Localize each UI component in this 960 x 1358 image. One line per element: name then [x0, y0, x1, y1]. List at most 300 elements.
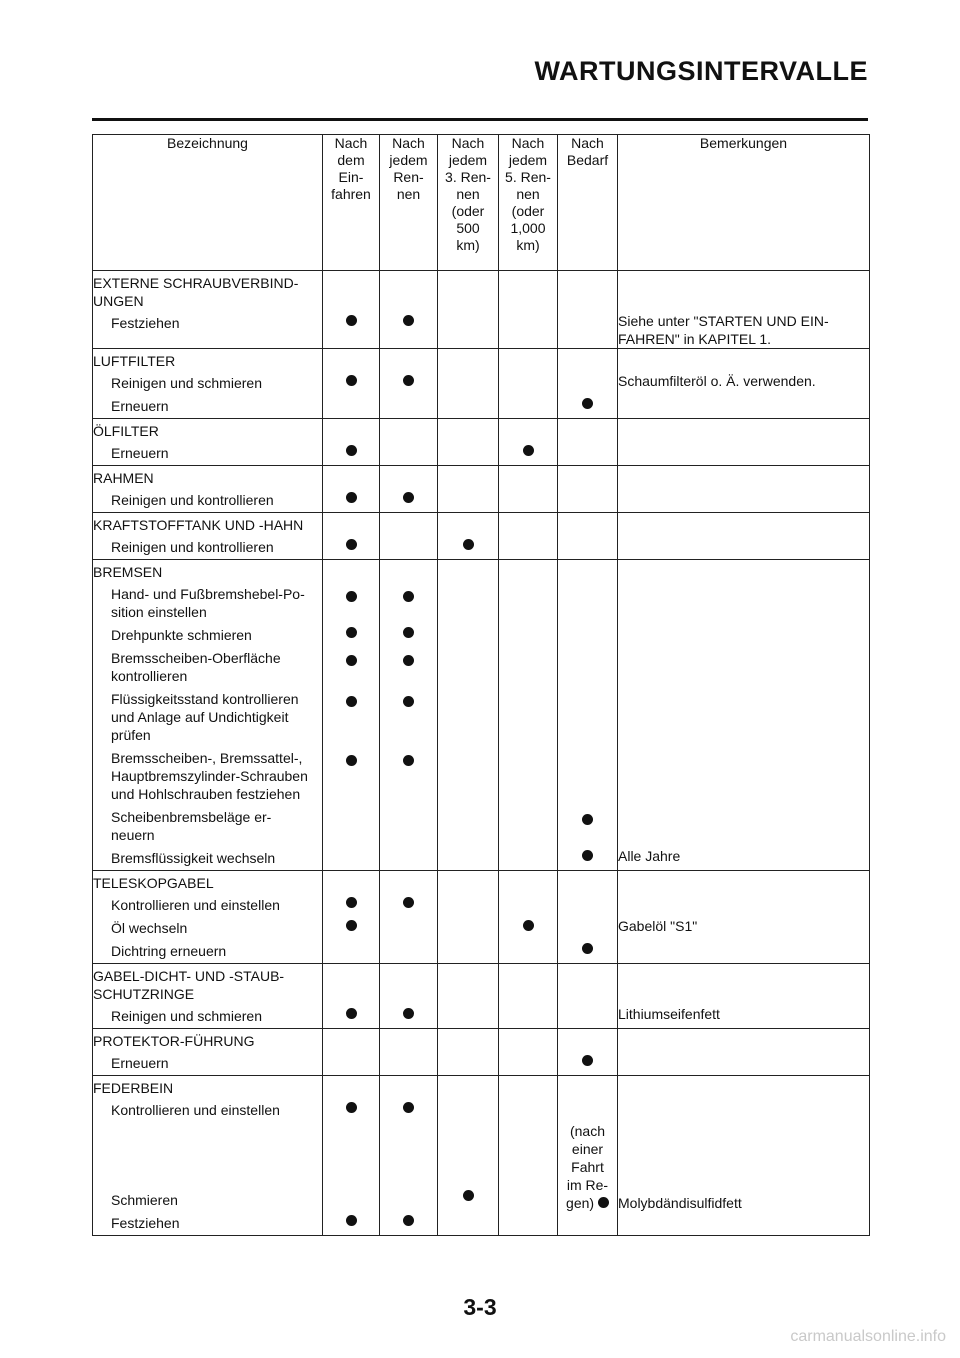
- interval-dot-icon: [523, 445, 534, 456]
- table-row: [93, 1005, 870, 1029]
- interval-cell: [558, 847, 618, 871]
- item-name: Drehpunkte schmieren: [93, 624, 323, 647]
- interval-cell: [499, 312, 558, 349]
- item-name: Bremsscheiben-Oberfläche kontrollieren: [93, 647, 323, 688]
- watermark: carmanualsonline.info: [790, 1328, 946, 1345]
- group-title: GABEL-DICHT- UND -STAUB- SCHUTZRINGE: [93, 964, 323, 1006]
- table-group: [93, 271, 870, 349]
- interval-dot-icon: [403, 1102, 414, 1113]
- interval-dot-icon: [346, 375, 357, 386]
- empty-cell: [618, 271, 870, 313]
- table-header-row: [93, 135, 870, 271]
- as-needed-note: (nach einer Fahrt im Re- gen): [566, 1123, 609, 1211]
- column-header-remarks: Bemerkungen: [618, 135, 870, 271]
- interval-cell: [558, 688, 618, 747]
- empty-cell: [558, 1029, 618, 1053]
- interval-cell: [323, 806, 380, 847]
- interval-dot-icon: [403, 897, 414, 908]
- item-remark: [618, 442, 870, 466]
- empty-cell: [499, 513, 558, 537]
- item-name: Festziehen: [93, 312, 323, 349]
- group-title-row: [93, 871, 870, 895]
- empty-cell: [438, 871, 499, 895]
- interval-cell: [499, 1122, 558, 1212]
- interval-dot-icon: [582, 814, 593, 825]
- interval-dot-icon: [403, 755, 414, 766]
- item-name: Erneuern: [93, 442, 323, 466]
- group-title: LUFTFILTER: [93, 349, 323, 373]
- item-name: Erneuern: [93, 1052, 323, 1076]
- empty-cell: [323, 1029, 380, 1053]
- table-row: [93, 940, 870, 964]
- interval-cell: [323, 442, 380, 466]
- item-remark: [618, 1099, 870, 1122]
- interval-cell: [558, 1212, 618, 1236]
- interval-cell: [499, 536, 558, 560]
- interval-cell: [558, 489, 618, 513]
- interval-cell: [558, 1099, 618, 1122]
- interval-cell: [499, 747, 558, 806]
- item-remark: Molybdändisulfidfett: [618, 1122, 870, 1212]
- table-row: [93, 747, 870, 806]
- interval-dot-icon: [346, 897, 357, 908]
- item-remark: Gabelöl "S1": [618, 917, 870, 940]
- group-title-row: [93, 964, 870, 1006]
- table-row: [93, 917, 870, 940]
- empty-cell: [380, 1076, 438, 1100]
- interval-cell: [323, 1122, 380, 1212]
- item-name: Flüssigkeitsstand kontrollieren und Anlage auf Undichtigkeit prüfen: [93, 688, 323, 747]
- empty-cell: [499, 1076, 558, 1100]
- interval-cell: [499, 1052, 558, 1076]
- interval-cell: [380, 583, 438, 624]
- item-remark: [618, 688, 870, 747]
- empty-cell: [323, 271, 380, 313]
- interval-dot-icon: [463, 539, 474, 550]
- interval-cell: [499, 372, 558, 395]
- interval-cell: [323, 583, 380, 624]
- interval-cell: [438, 536, 499, 560]
- interval-cell: [438, 442, 499, 466]
- interval-dot-icon: [582, 398, 593, 409]
- item-name: Schmieren: [93, 1122, 323, 1212]
- table-row: [93, 647, 870, 688]
- interval-cell: [323, 747, 380, 806]
- empty-cell: [438, 1076, 499, 1100]
- item-remark: [618, 894, 870, 917]
- item-remark: Alle Jahre: [618, 847, 870, 871]
- interval-dot-icon: [403, 315, 414, 326]
- interval-cell: [323, 1212, 380, 1236]
- interval-cell: [558, 1005, 618, 1029]
- empty-cell: [380, 466, 438, 490]
- column-header-every-race: Nach jedem Ren- nen: [380, 135, 438, 271]
- empty-cell: [499, 1029, 558, 1053]
- interval-cell: [438, 1122, 499, 1212]
- group-title-row: [93, 466, 870, 490]
- empty-cell: [558, 349, 618, 373]
- interval-cell: [558, 442, 618, 466]
- empty-cell: [323, 560, 380, 584]
- interval-cell: [323, 1005, 380, 1029]
- empty-cell: [380, 1029, 438, 1053]
- interval-cell: [558, 917, 618, 940]
- interval-cell: [438, 747, 499, 806]
- interval-dot-icon: [346, 591, 357, 602]
- interval-dot-icon: [403, 655, 414, 666]
- interval-dot-icon: [582, 850, 593, 861]
- interval-cell: [499, 688, 558, 747]
- interval-cell: [380, 917, 438, 940]
- interval-cell: [323, 536, 380, 560]
- empty-cell: [558, 964, 618, 1006]
- interval-dot-icon: [346, 627, 357, 638]
- interval-cell: [438, 847, 499, 871]
- item-name: Dichtring erneuern: [93, 940, 323, 964]
- interval-cell: [380, 806, 438, 847]
- empty-cell: [438, 466, 499, 490]
- interval-cell: [558, 372, 618, 395]
- group-title: FEDERBEIN: [93, 1076, 323, 1100]
- interval-cell: [499, 489, 558, 513]
- empty-cell: [499, 560, 558, 584]
- empty-cell: [438, 560, 499, 584]
- item-remark: Lithiumseifenfett: [618, 1005, 870, 1029]
- interval-dot-icon: [346, 492, 357, 503]
- table-row: [93, 1122, 870, 1212]
- group-title-row: [93, 349, 870, 373]
- interval-cell: [438, 647, 499, 688]
- table-row: [93, 688, 870, 747]
- column-header-every-3rd-race: Nach jedem 3. Ren- nen (oder 500 km): [438, 135, 499, 271]
- group-title: ÖLFILTER: [93, 419, 323, 443]
- empty-cell: [558, 271, 618, 313]
- group-title: KRAFTSTOFFTANK UND -HAHN: [93, 513, 323, 537]
- interval-cell: [380, 1052, 438, 1076]
- interval-cell: [438, 806, 499, 847]
- group-title: TELESKOPGABEL: [93, 871, 323, 895]
- interval-dot-icon: [403, 1008, 414, 1019]
- interval-cell: [323, 372, 380, 395]
- empty-cell: [499, 466, 558, 490]
- item-remark: [618, 1212, 870, 1236]
- interval-cell: [499, 917, 558, 940]
- empty-cell: [380, 964, 438, 1006]
- table-group: [93, 964, 870, 1029]
- item-remark: [618, 624, 870, 647]
- empty-cell: [323, 349, 380, 373]
- empty-cell: [438, 349, 499, 373]
- interval-cell: [380, 647, 438, 688]
- interval-dot-icon: [463, 1190, 474, 1201]
- table-group: [93, 560, 870, 871]
- interval-cell: [499, 847, 558, 871]
- group-title-row: [93, 1029, 870, 1053]
- empty-cell: [438, 513, 499, 537]
- empty-cell: [438, 271, 499, 313]
- table-row: [93, 536, 870, 560]
- empty-cell: [380, 419, 438, 443]
- interval-cell: [380, 1122, 438, 1212]
- empty-cell: [438, 1029, 499, 1053]
- interval-cell: [438, 1052, 499, 1076]
- empty-cell: [618, 466, 870, 490]
- interval-dot-icon: [403, 375, 414, 386]
- interval-cell: [499, 940, 558, 964]
- table-group: [93, 1076, 870, 1236]
- interval-cell: [558, 395, 618, 419]
- item-name: Reinigen und schmieren: [93, 372, 323, 395]
- interval-cell: [323, 1099, 380, 1122]
- interval-cell: [558, 894, 618, 917]
- group-title: RAHMEN: [93, 466, 323, 490]
- interval-cell: [558, 940, 618, 964]
- empty-cell: [323, 964, 380, 1006]
- interval-cell: [438, 583, 499, 624]
- empty-cell: [323, 466, 380, 490]
- table-row: [93, 847, 870, 871]
- table-row: [93, 806, 870, 847]
- table-row: [93, 624, 870, 647]
- item-remark: [618, 806, 870, 847]
- item-name: Reinigen und kontrollieren: [93, 489, 323, 513]
- item-name: Kontrollieren und einstellen: [93, 1099, 323, 1122]
- interval-cell: [323, 894, 380, 917]
- interval-cell: [380, 940, 438, 964]
- empty-cell: [438, 964, 499, 1006]
- table-row: [93, 1212, 870, 1236]
- empty-cell: [618, 871, 870, 895]
- interval-cell: [323, 312, 380, 349]
- empty-cell: [618, 349, 870, 373]
- column-header-as-needed: Nach Bedarf: [558, 135, 618, 271]
- interval-dot-icon: [346, 1008, 357, 1019]
- interval-dot-icon: [582, 1055, 593, 1066]
- interval-dot-icon: [582, 943, 593, 954]
- empty-cell: [618, 513, 870, 537]
- interval-cell: [380, 536, 438, 560]
- table-row: [93, 442, 870, 466]
- table-row: [93, 1099, 870, 1122]
- interval-cell: [323, 624, 380, 647]
- item-name: Festziehen: [93, 1212, 323, 1236]
- empty-cell: [323, 419, 380, 443]
- interval-dot-icon: [598, 1197, 609, 1208]
- interval-dot-icon: [346, 755, 357, 766]
- interval-cell: [323, 688, 380, 747]
- interval-dot-icon: [346, 696, 357, 707]
- interval-cell: [499, 1005, 558, 1029]
- item-remark: Schaumfilteröl o. Ä. verwenden.: [618, 372, 870, 395]
- item-remark: [618, 395, 870, 419]
- item-name: Hand- und Fußbremshebel-Po- sition einstellen: [93, 583, 323, 624]
- interval-cell: [558, 583, 618, 624]
- column-header-every-5th-race: Nach jedem 5. Ren- nen (oder 1,000 km): [499, 135, 558, 271]
- interval-cell: [499, 647, 558, 688]
- page-title: WARTUNGSINTERVALLE: [534, 56, 868, 86]
- interval-cell: [438, 940, 499, 964]
- item-remark: Siehe unter "STARTEN UND EIN- FAHREN" in KAPITEL 1.: [618, 312, 870, 349]
- interval-cell: [558, 806, 618, 847]
- empty-cell: [499, 871, 558, 895]
- interval-dot-icon: [346, 655, 357, 666]
- interval-cell: [499, 1212, 558, 1236]
- interval-cell: [499, 894, 558, 917]
- interval-cell: [499, 395, 558, 419]
- interval-cell: [323, 489, 380, 513]
- item-name: Bremsflüssigkeit wechseln: [93, 847, 323, 871]
- item-remark: [618, 747, 870, 806]
- table-row: [93, 489, 870, 513]
- table-row: [93, 372, 870, 395]
- item-name: Kontrollieren und einstellen: [93, 894, 323, 917]
- empty-cell: [380, 560, 438, 584]
- empty-cell: [558, 1076, 618, 1100]
- interval-cell: [323, 940, 380, 964]
- group-title: BREMSEN: [93, 560, 323, 584]
- interval-cell: [380, 1212, 438, 1236]
- interval-cell: [380, 847, 438, 871]
- interval-cell: [323, 847, 380, 871]
- interval-cell: [323, 1052, 380, 1076]
- item-remark: [618, 940, 870, 964]
- column-header-name: Bezeichnung: [93, 135, 323, 271]
- item-remark: [618, 1052, 870, 1076]
- empty-cell: [380, 513, 438, 537]
- empty-cell: [380, 271, 438, 313]
- empty-cell: [558, 871, 618, 895]
- item-name: Reinigen und schmieren: [93, 1005, 323, 1029]
- empty-cell: [499, 419, 558, 443]
- interval-cell: [499, 624, 558, 647]
- interval-cell: [558, 624, 618, 647]
- interval-cell: [380, 688, 438, 747]
- empty-cell: [323, 1076, 380, 1100]
- group-title-row: [93, 513, 870, 537]
- item-remark: [618, 647, 870, 688]
- interval-dot-icon: [403, 696, 414, 707]
- empty-cell: [380, 871, 438, 895]
- interval-dot-icon: [346, 315, 357, 326]
- group-title-row: [93, 419, 870, 443]
- interval-dot-icon: [346, 539, 357, 550]
- interval-cell: [438, 624, 499, 647]
- table-row: [93, 894, 870, 917]
- page-number: 3-3: [463, 1294, 497, 1320]
- empty-cell: [438, 419, 499, 443]
- empty-cell: [380, 349, 438, 373]
- interval-cell: [438, 489, 499, 513]
- interval-cell: [438, 312, 499, 349]
- interval-cell: [323, 395, 380, 419]
- interval-cell: [499, 1099, 558, 1122]
- empty-cell: [558, 466, 618, 490]
- interval-dot-icon: [346, 1102, 357, 1113]
- table-group: [93, 513, 870, 560]
- column-header-after-break-in: Nach dem Ein- fahren: [323, 135, 380, 271]
- item-name: Bremsscheiben-, Bremssattel-, Hauptbremszylinder-Schrauben und Hohlschrauben festziehen: [93, 747, 323, 806]
- item-name: Reinigen und kontrollieren: [93, 536, 323, 560]
- interval-dot-icon: [346, 1215, 357, 1226]
- interval-cell: [380, 372, 438, 395]
- interval-cell: [438, 1005, 499, 1029]
- group-title-row: [93, 271, 870, 313]
- interval-cell: [380, 442, 438, 466]
- interval-cell: [438, 1099, 499, 1122]
- table-row: [93, 312, 870, 349]
- interval-cell: [558, 312, 618, 349]
- interval-cell: [380, 395, 438, 419]
- empty-cell: [499, 349, 558, 373]
- interval-cell: [438, 372, 499, 395]
- empty-cell: [558, 419, 618, 443]
- table-group: [93, 466, 870, 513]
- maintenance-table: [92, 134, 870, 1236]
- interval-dot-icon: [403, 627, 414, 638]
- interval-dot-icon: [403, 591, 414, 602]
- empty-cell: [323, 513, 380, 537]
- interval-cell: [558, 536, 618, 560]
- interval-dot-icon: [403, 1215, 414, 1226]
- interval-cell: [438, 917, 499, 940]
- empty-cell: [618, 1076, 870, 1100]
- interval-dot-icon: [346, 920, 357, 931]
- interval-cell: [438, 395, 499, 419]
- interval-cell: [558, 647, 618, 688]
- title-rule: [92, 118, 868, 121]
- interval-cell: [438, 1212, 499, 1236]
- group-title: EXTERNE SCHRAUBVERBIND- UNGEN: [93, 271, 323, 313]
- table-group: [93, 419, 870, 466]
- empty-cell: [618, 964, 870, 1006]
- interval-cell: [380, 312, 438, 349]
- empty-cell: [618, 1029, 870, 1053]
- item-name: Erneuern: [93, 395, 323, 419]
- group-title-row: [93, 560, 870, 584]
- item-remark: [618, 489, 870, 513]
- group-title: PROTEKTOR-FÜHRUNG: [93, 1029, 323, 1053]
- interval-cell: [499, 442, 558, 466]
- interval-dot-icon: [523, 920, 534, 931]
- interval-cell: [323, 917, 380, 940]
- interval-cell: [558, 1052, 618, 1076]
- interval-cell: [438, 894, 499, 917]
- table-row: [93, 583, 870, 624]
- empty-cell: [618, 560, 870, 584]
- empty-cell: [558, 560, 618, 584]
- interval-cell: [380, 894, 438, 917]
- interval-cell: [380, 1099, 438, 1122]
- interval-cell: [380, 489, 438, 513]
- item-remark: [618, 536, 870, 560]
- item-name: Öl wechseln: [93, 917, 323, 940]
- interval-cell: [438, 688, 499, 747]
- interval-dot-icon: [403, 492, 414, 503]
- interval-cell: [558, 1122, 618, 1212]
- interval-cell: [499, 806, 558, 847]
- table-group: [93, 349, 870, 419]
- empty-cell: [499, 271, 558, 313]
- interval-cell: [380, 1005, 438, 1029]
- interval-cell: [558, 747, 618, 806]
- table-group: [93, 1029, 870, 1076]
- item-remark: [618, 583, 870, 624]
- interval-cell: [380, 624, 438, 647]
- empty-cell: [558, 513, 618, 537]
- interval-dot-icon: [346, 445, 357, 456]
- empty-cell: [618, 419, 870, 443]
- item-name: Scheibenbremsbeläge er- neuern: [93, 806, 323, 847]
